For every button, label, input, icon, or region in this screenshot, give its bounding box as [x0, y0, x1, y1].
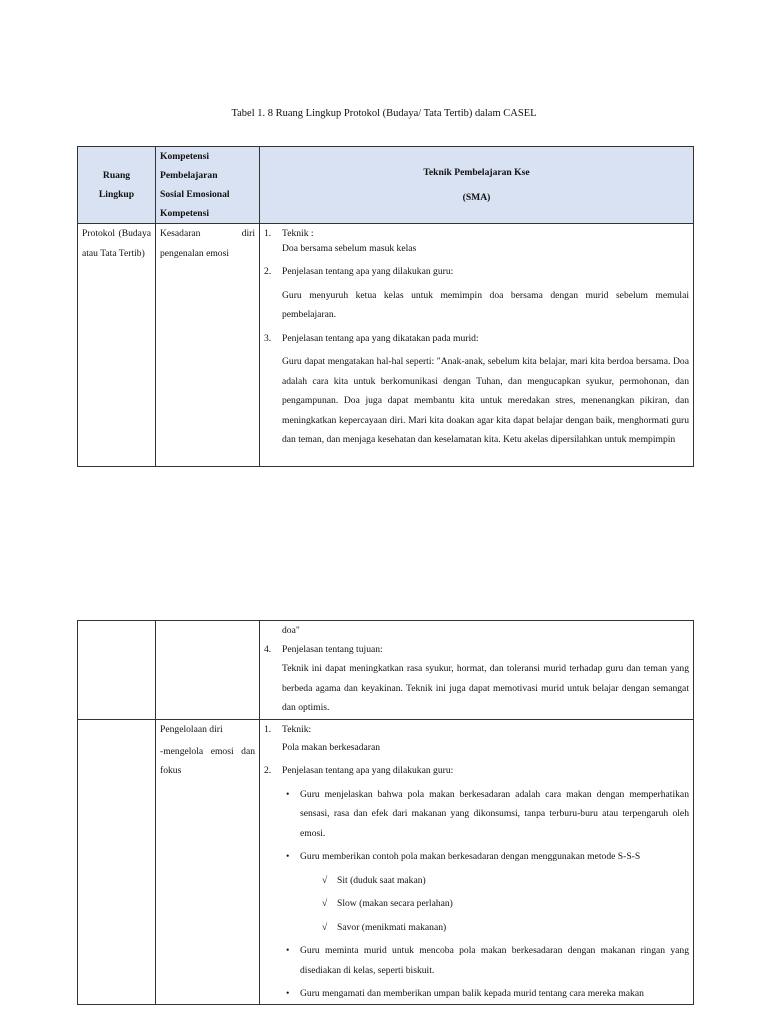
list-item: 2. Penjelasan tentang apa yang dilakukan guru:: [264, 765, 454, 776]
checkmark-icon: √: [322, 874, 328, 886]
protocol-table-page2: [77, 620, 694, 1005]
protocol-table-page1: [77, 146, 694, 467]
bullet-item: • Guru menjelaskan bahwa pola makan berkesadaran adalah cara makan dengan memperhatikan sensasi, rasa dan efek dari makanan yang dikonsumsi, tanpa terburu-buru atau terpengaruh oleh emosi.: [286, 788, 689, 839]
list-item: 1. Teknik :: [264, 228, 314, 239]
list-item: 2. Penjelasan tentang apa yang dilakukan guru:: [264, 266, 454, 277]
technique-cell-continued: doa" 4. Penjelasan tentang tujuan: Teknik ini dapat meningkatkan rasa syukur, hormat, dan toleransi murid terhadap guru dan teman yang berbeda agama dan keyakinan. Teknik ini juga dapat memotivasi murid untuk belajar dengan semangat dan optimis.: [260, 621, 694, 720]
check-item: √ Slow (makan secara perlahan): [264, 894, 689, 914]
technique-cell: 1. Teknik: Pola makan berkesadaran 2. Penjelasan tentang apa yang dilakukan guru: • Guru menjelaskan bahwa pola makan berkesadaran adalah cara makan dengan memperhatikan sensasi, rasa dan efek dari makanan yang dikonsumsi, tanpa terburu-buru atau terpengaruh oleh emosi. • Guru memberikan contoh pola makan berkesadaran dengan menggunakan metode S-S-S √ Sit (duduk saat makan) √ Slow (makan secara perlahan) √ Savor (menikmati makanan) • Guru meminta murid untuk mencoba pola makan berkesadaran dengan makanan ringan yang disediakan di kelas, seperti biskuit. • Guru mengamati dan memberikan umpan balik kepada murid tentang cara mereka makan: [260, 720, 694, 1005]
check-item: √ Savor (menikmati makanan): [264, 918, 689, 938]
bullet-item: • Guru meminta murid untuk mencoba pola makan berkesadaran dengan makanan ringan yang disediakan di kelas, seperti biskuit.: [286, 945, 689, 976]
competence-cell-empty: [156, 621, 260, 720]
list-item: 4. Penjelasan tentang tujuan:: [264, 643, 383, 655]
table-caption: Tabel 1. 8 Ruang Lingkup Protokol (Budaya/ Tata Tertib) dalam CASEL: [231, 108, 537, 119]
competence-cell: Pengelolaan diri -mengelola emosi dan fokus: [156, 720, 260, 1005]
header-teknik: Teknik Pembelajaran Kse (SMA): [260, 147, 694, 224]
bullet-item: • Guru mengamati dan memberikan umpan balik kepada murid tentang cara mereka makan: [286, 988, 644, 999]
table-row: [78, 224, 694, 467]
checkmark-icon: √: [322, 921, 328, 933]
check-item: √ Sit (duduk saat makan): [264, 871, 689, 891]
table-header-row: [78, 147, 694, 224]
header-kompetensi: Kompetensi Pembelajaran Sosial Emosional Kompetensi: [156, 147, 260, 224]
list-item: 3. Penjelasan tentang apa yang dikatakan pada murid:: [264, 332, 479, 344]
bullet-item: • Guru memberikan contoh pola makan berkesadaran dengan menggunakan metode S-S-S: [286, 851, 641, 862]
list-item: 1. Teknik:: [264, 724, 312, 735]
competence-cell: Kesadaran diri pengenalan emosi: [156, 224, 260, 467]
table-row: [78, 621, 694, 720]
checkmark-icon: √: [322, 898, 328, 909]
table-row: [78, 720, 694, 1005]
technique-cell: 1. Teknik : Doa bersama sebelum masuk kelas 2. Penjelasan tentang apa yang dilakukan guru: Guru menyuruh ketua kelas untuk memimpin doa bersama dengan murid sebelum memulai pembelajaran. 3. Penjelasan tentang apa yang dikatakan pada murid: Guru dapat mengatakan hal-hal seperti: "Anak-anak, sebelum kita belajar, mari kita berdoa bersama. Doa adalah cara kita untuk berkomunikasi dengan Tuhan, dan mengucapkan syukur, permohonan, dan pengampunan. Doa juga dapat membantu kita untuk meredakan stres, menenangkan pikiran, dan meningkatkan kepercayaan diri. Mari kita doakan agar kita dapat belajar dengan baik, menghormati guru dan teman, dan menjaga kesehatan dan keselamatan kita. Ketu akelas dipersilahkan untuk mempimpin: [260, 224, 694, 467]
scope-cell-empty: [78, 720, 156, 1005]
scope-cell: Protokol (Budaya atau Tata Tertib): [78, 224, 156, 467]
scope-cell-empty: [78, 621, 156, 720]
header-ruang-lingkup: Ruang Lingkup: [78, 147, 156, 224]
